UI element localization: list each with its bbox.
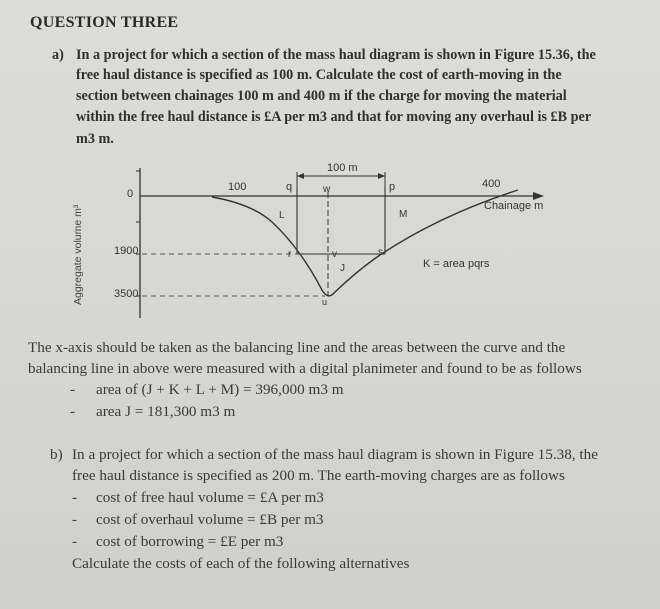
y-tick-0: 0 [127, 188, 134, 200]
region-label-M: M [399, 209, 408, 220]
part-b-marker: b) [50, 446, 63, 463]
part-b-final-line: Calculate the costs of each of the following alternatives [72, 555, 410, 572]
cost-item-overhaul: cost of overhaul volume = £B per m3 [96, 511, 324, 528]
mass-haul-curve [212, 190, 518, 296]
cost-item-free-haul: cost of free haul volume = £A per m3 [96, 489, 324, 506]
area-bullet-1: - [70, 381, 76, 398]
part-a-line-5: m3 m. [76, 131, 114, 147]
point-label-u: u [322, 297, 328, 307]
dimension-label: 100 m [327, 162, 358, 174]
question-heading: QUESTION THREE [30, 14, 179, 31]
point-label-r: r [288, 249, 292, 260]
y-tick-3500: 3500 [114, 288, 139, 300]
part-b-line-1: In a project for which a section of the mass haul diagram is shown in Figure 15.38, the [72, 446, 598, 463]
cost-bullet-2: - [72, 511, 78, 528]
explanation-line-2: balancing line in above were measured with a digital planimeter and found to be as follows [28, 360, 582, 377]
region-label-J: J [340, 263, 345, 274]
region-label-L: L [279, 210, 285, 221]
area-item-1: area of (J + K + L + M) = 396,000 m3 m [96, 381, 344, 398]
area-item-2: area J = 181,300 m3 m [96, 403, 236, 420]
part-a-marker: a) [52, 47, 64, 63]
point-label-q: q [286, 181, 293, 193]
cost-bullet-1: - [72, 489, 78, 506]
x-tick-100: 100 [228, 181, 247, 193]
x-axis-label: Chainage m [484, 200, 544, 212]
part-a-line-1: In a project for which a section of the mass haul diagram is shown in Figure 15.36, the [76, 47, 596, 63]
cost-item-borrowing: cost of borrowing = £E per m3 [96, 533, 284, 550]
part-a-line-4: within the free haul distance is £A per m3 and that for moving any overhaul is £B per [76, 109, 592, 125]
point-label-p: p [389, 181, 396, 193]
part-a-line-3: section between chainages 100 m and 400 m if the charge for moving the material [76, 88, 567, 104]
y-tick-1900: 1900 [114, 245, 139, 257]
point-label-v: v [332, 249, 337, 260]
point-label-w: w [323, 184, 331, 195]
x-axis-arrow [533, 192, 544, 200]
part-a-line-2: free haul distance is specified as 100 m. Calculate the cost of earth-moving in the [76, 67, 562, 83]
k-area-note: K = area pqrs [423, 258, 490, 270]
cost-bullet-3: - [72, 533, 78, 550]
y-axis-label: Aggregate volume m³ [72, 204, 84, 305]
explanation-line-1: The x-axis should be taken as the balancing line and the areas between the curve and the [28, 339, 566, 356]
x-tick-400: 400 [482, 178, 501, 190]
part-b-line-2: free haul distance is specified as 200 m. The earth-moving charges are as follows [72, 467, 565, 484]
point-label-s: s [378, 247, 383, 258]
area-bullet-2: - [70, 403, 76, 420]
